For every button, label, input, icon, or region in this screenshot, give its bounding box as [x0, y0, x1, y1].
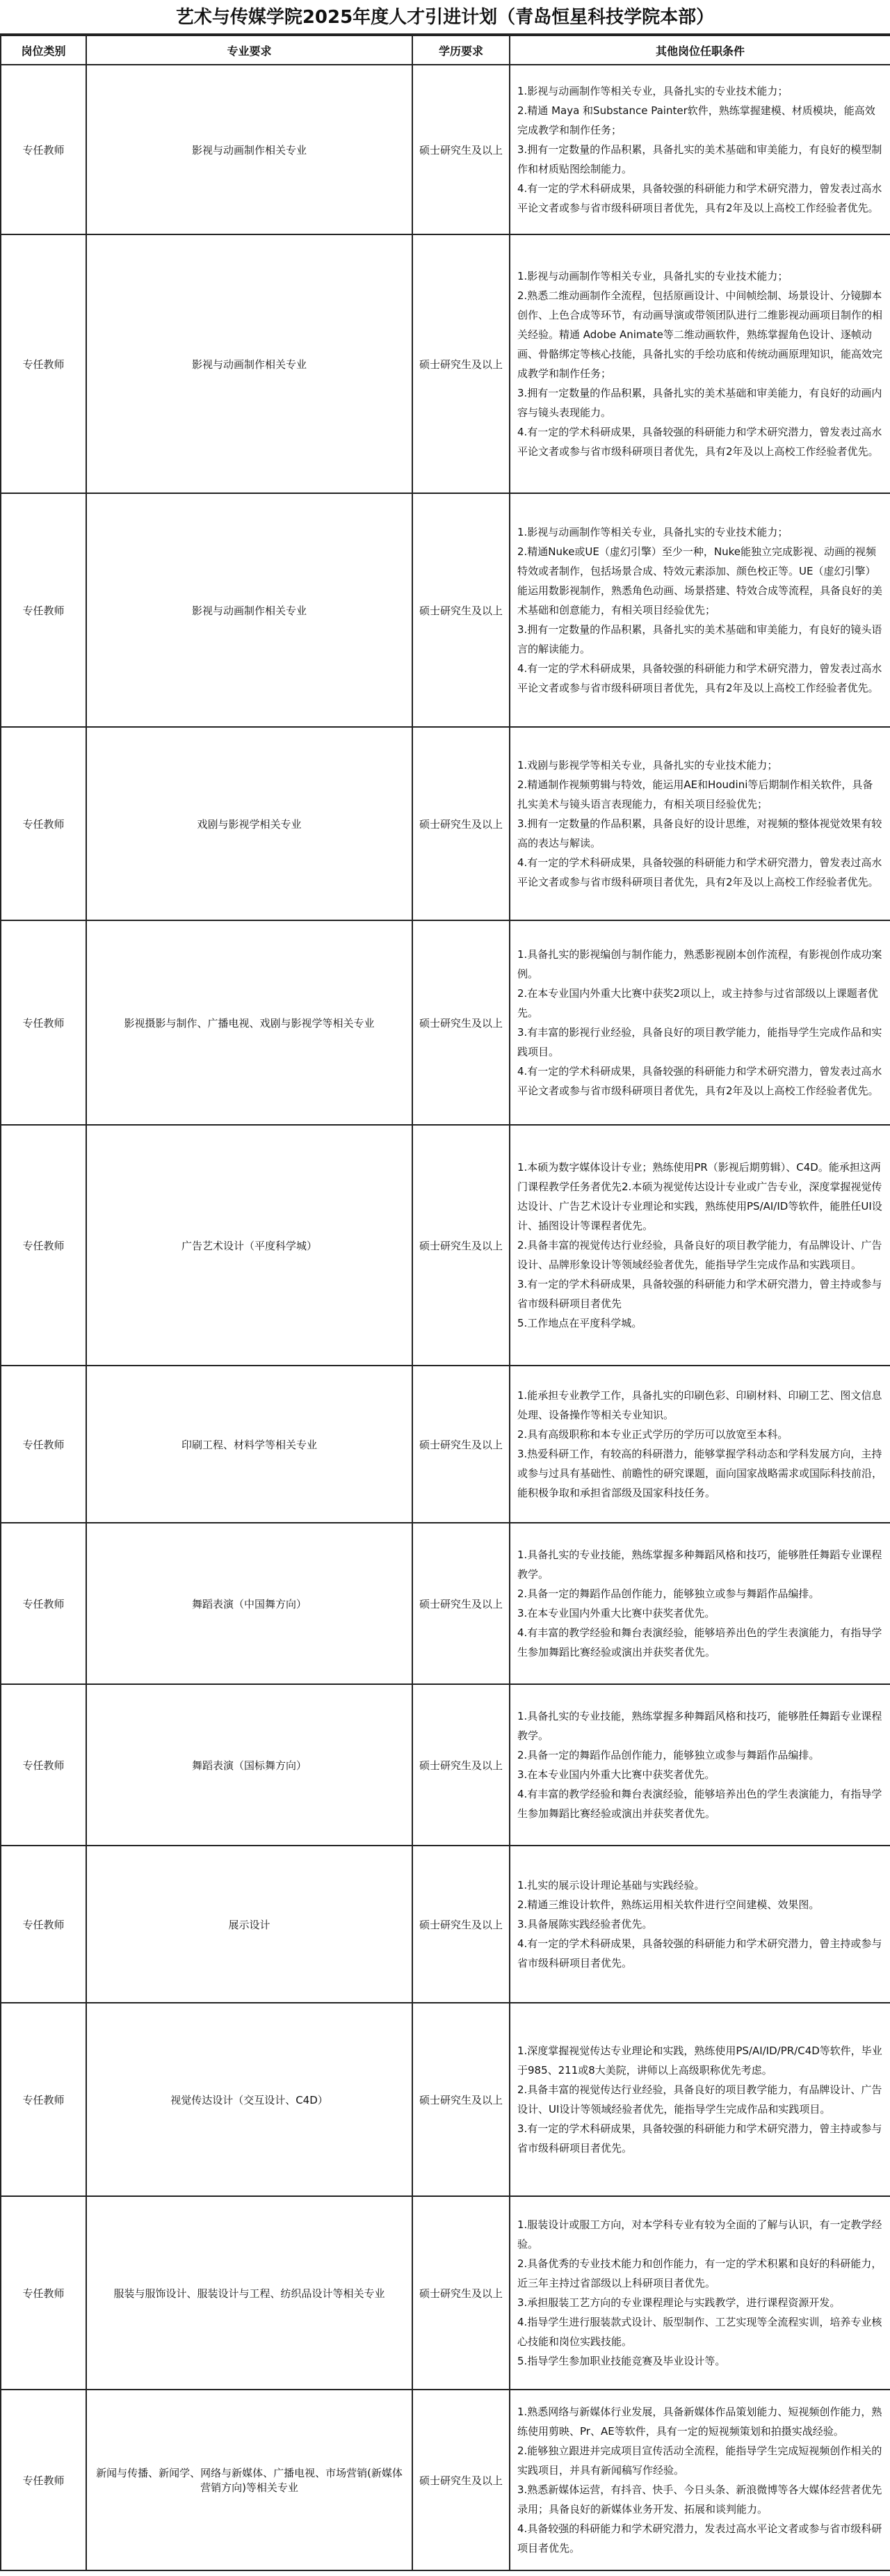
cell-category: 专任教师: [1, 1846, 86, 2003]
cell-major: 影视与动画制作相关专业: [86, 493, 412, 727]
header-conditions: 其他岗位任职条件: [510, 35, 890, 65]
cell-conditions: [510, 1523, 890, 1684]
cell-category: 专任教师: [1, 65, 86, 234]
condition-item: 2.具备丰富的视觉传达行业经验，具备良好的项目教学能力，有品牌设计、广告设计、品牌形象设计等领域经验者优先，能指导学生完成作品和实践项目。: [517, 1239, 882, 1271]
cell-category: 专任教师: [1, 234, 86, 493]
cell-major: 展示设计: [86, 1846, 412, 2003]
cell-education: 硕士研究生及以上: [412, 1684, 510, 1846]
cell-major: 影视与动画制作相关专业: [86, 65, 412, 234]
table-row: [1, 2390, 890, 2570]
cell-major: 广告艺术设计（平度科学城）: [86, 1125, 412, 1366]
cell-major: 影视摄影与制作、广播电视、戏剧与影视学等相关专业: [86, 920, 412, 1125]
page-title: 艺术与传媒学院2025年度人才引进计划（青岛恒星科技学院本部）: [0, 0, 890, 35]
condition-item: 2.具备一定的舞蹈作品创作能力，能够独立或参与舞蹈作品编排。: [517, 1749, 820, 1761]
condition-item: 4.有一定的学术科研成果，具备较强的科研能力和学术研究潜力，曾发表过高水平论文者或参与省市级科研项目者优先，具有2年及以上高校工作经验者优先。: [517, 1065, 882, 1097]
condition-item: 2.具备丰富的视觉传达行业经验，具备良好的项目教学能力，有品牌设计、广告设计、UI设计等领域经验者优先，能指导学生完成作品和实践项目。: [517, 2083, 882, 2115]
cell-category: 专任教师: [1, 920, 86, 1125]
condition-item: 2.熟悉二维动画制作全流程，包括原画设计、中间帧绘制、场景设计、分镜脚本创作、上色合成等环节，有动画导演或带领团队进行二维影视动画项目制作的相关经验。精通 Adobe Animate等二维动画软件，熟练掌握角色设计、逐帧动画、骨骼绑定等核心技能，具备扎实的手绘功底和传统动画原理知识，能高效完成教学和制作任务；: [517, 289, 883, 380]
table-row: [1, 1366, 890, 1523]
condition-item: 2.能够独立跟进并完成项目宣传活动全流程，能指导学生完成短视频创作相关的实践项目，并具有新闻稿写作经验。: [517, 2445, 882, 2477]
cell-conditions: [510, 1846, 890, 2003]
condition-item: 4.具备较强的科研能力和学术研究潜力，发表过高水平论文者或参与省市级科研项目者优先。: [517, 2522, 882, 2554]
cell-category: 专任教师: [1, 1684, 86, 1846]
condition-item: 2.具备一定的舞蹈作品创作能力，能够独立或参与舞蹈作品编排。: [517, 1587, 820, 1600]
condition-item: 1.服装设计或服工方向，对本学科专业有较为全面的了解与认识，有一定教学经验。: [517, 2218, 882, 2250]
condition-item: 3.具备展陈实践经验者优先。: [517, 1918, 653, 1930]
table-row: [1, 2003, 890, 2196]
cell-conditions: [510, 1125, 890, 1366]
cell-category: 专任教师: [1, 2003, 86, 2196]
condition-item: 2.精通三维设计软件，熟练运用相关软件进行空间建模、效果图。: [517, 1898, 820, 1911]
condition-item: 5.工作地点在平度科学城。: [517, 1317, 642, 1329]
condition-item: 4.有一定的学术科研成果，具备较强的科研能力和学术研究潜力，曾主持或参与省市级科研项目者优先。: [517, 1937, 882, 1969]
condition-item: 1.具备扎实的专业技能，熟练掌握多种舞蹈风格和技巧，能够胜任舞蹈专业课程教学。: [517, 1710, 882, 1742]
cell-category: 专任教师: [1, 2196, 86, 2390]
condition-item: 1.戏剧与影视学等相关专业，具备扎实的专业技术能力；: [517, 759, 778, 771]
condition-item: 3.有一定的学术科研成果，具备较强的科研能力和学术研究潜力，曾主持或参与省市级科研项目者优先: [517, 1278, 882, 1310]
condition-item: 4.有一定的学术科研成果，具备较强的科研能力和学术研究潜力，曾发表过高水平论文者或参与省市级科研项目者优先，具有2年及以上高校工作经验者优先。: [517, 662, 882, 694]
table-row: [1, 727, 890, 920]
condition-item: 4.有一定的学术科研成果，具备较强的科研能力和学术研究潜力，曾发表过高水平论文者或参与省市级科研项目者优先，具有2年及以上高校工作经验者优先。: [517, 182, 882, 214]
cell-education: 硕士研究生及以上: [412, 1523, 510, 1684]
cell-education: 硕士研究生及以上: [412, 1846, 510, 2003]
recruitment-table: [0, 35, 890, 2571]
cell-conditions: [510, 2196, 890, 2390]
condition-item: 2.精通Nuke或UE（虚幻引擎）至少一种，Nuke能独立完成影视、动画的视频特效或者制作，包括场景合成、特效元素添加、颜色校正等。UE（虚幻引擎）能运用数影视制作，熟悉角色动画、场景搭建、特效合成等流程，具备良好的美术基础和创意能力，有相关项目经验优先；: [517, 545, 883, 616]
cell-education: 硕士研究生及以上: [412, 1366, 510, 1523]
cell-conditions: [510, 2390, 890, 2570]
condition-item: 1.熟悉网络与新媒体行业发展，具备新媒体作品策划能力、短视频创作能力，熟练使用剪映、Pr、AE等软件，具有一定的短视频策划和拍摄实战经验。: [517, 2406, 882, 2438]
header-major: 专业要求: [86, 35, 412, 65]
condition-item: 2.在本专业国内外重大比赛中获奖2项以上，或主持参与过省部级以上课题者优先。: [517, 987, 878, 1019]
cell-major: 影视与动画制作相关专业: [86, 234, 412, 493]
condition-item: 3.拥有一定数量的作品积累，具备扎实的美术基础和审美能力，有良好的模型制作和材质贴图绘制能力。: [517, 143, 882, 175]
condition-item: 3.承担服装工艺方向的专业课程理论与实践教学，进行课程资源开发。: [517, 2296, 841, 2309]
cell-conditions: [510, 920, 890, 1125]
table-row: [1, 920, 890, 1125]
table-row: [1, 1125, 890, 1366]
condition-item: 4.有丰富的教学经验和舞台表演经验，能够培养出色的学生表演能力，有指导学生参加舞蹈比赛经验或演出并获奖者优先。: [517, 1788, 882, 1820]
condition-item: 4.有一定的学术科研成果，具备较强的科研能力和学术研究潜力，曾发表过高水平论文者或参与省市级科研项目者优先，具有2年及以上高校工作经验者优先。: [517, 856, 882, 888]
condition-item: 3.熟悉新媒体运营，有抖音、快手、今日头条、新浪微博等各大媒体经营者优先录用；具备良好的新媒体业务开发、拓展和谈判能力。: [517, 2483, 882, 2515]
cell-conditions: [510, 65, 890, 234]
condition-item: 1.能承担专业教学工作，具备扎实的印刷色彩、印刷材料、印刷工艺、图文信息处理、设备操作等相关专业知识。: [517, 1389, 882, 1421]
cell-education: 硕士研究生及以上: [412, 1125, 510, 1366]
cell-conditions: [510, 1684, 890, 1846]
cell-major: 新闻与传播、新闻学、网络与新媒体、广播电视、市场营销(新媒体营销方向)等相关专业: [86, 2390, 412, 2570]
condition-item: 1.扎实的展示设计理论基础与实践经验。: [517, 1879, 705, 1891]
condition-item: 3.拥有一定数量的作品积累，具备扎实的美术基础和审美能力，有良好的镜头语言的解读能力。: [517, 623, 882, 655]
table-row: [1, 2196, 890, 2390]
condition-item: 3.拥有一定数量的作品积累，具备扎实的美术基础和审美能力，有良好的动画内容与镜头表现能力。: [517, 387, 882, 419]
condition-item: 3.热爱科研工作，有较高的科研潜力，能够掌握学科动态和学科发展方向，主持或参与过具有基础性、前瞻性的研究课题，面向国家战略需求或国际科技前沿，能积极争取和承担省部级及国家科技任务。: [517, 1448, 883, 1499]
condition-item: 3.拥有一定数量的作品积累，具备良好的设计思维，对视频的整体视觉效果有较高的表达与解读。: [517, 817, 882, 849]
condition-item: 5.指导学生参加职业技能竞赛及毕业设计等。: [517, 2355, 726, 2367]
cell-conditions: [510, 2003, 890, 2196]
cell-category: 专任教师: [1, 1366, 86, 1523]
cell-major: 舞蹈表演（中国舞方向）: [86, 1523, 412, 1684]
cell-education: 硕士研究生及以上: [412, 2390, 510, 2570]
condition-item: 2.具备优秀的专业技术能力和创作能力，有一定的学术积累和良好的科研能力，近三年主持过省部级以上科研项目者优先。: [517, 2257, 882, 2289]
cell-category: 专任教师: [1, 1125, 86, 1366]
cell-major: 舞蹈表演（国标舞方向）: [86, 1684, 412, 1846]
condition-item: 1.影视与动画制作等相关专业，具备扎实的专业技术能力；: [517, 85, 788, 97]
condition-item: 1.本硕为数字媒体设计专业；熟练使用PR（影视后期剪辑）、C4D。能承担这两门课程教学任务者优先2.本硕为视觉传达设计专业或广告专业，深度掌握视觉传达设计、广告艺术设计专业理论和实践，熟练使用PS/AI/ID等软件，能胜任UI设计、插图设计等课程者优先。: [517, 1161, 882, 1232]
condition-item: 2.具有高级职称和本专业正式学历的学历可以放宽至本科。: [517, 1428, 788, 1441]
cell-conditions: [510, 1366, 890, 1523]
cell-education: 硕士研究生及以上: [412, 727, 510, 920]
cell-education: 硕士研究生及以上: [412, 920, 510, 1125]
condition-item: 1.影视与动画制作等相关专业，具备扎实的专业技术能力；: [517, 270, 788, 282]
condition-item: 1.影视与动画制作等相关专业，具备扎实的专业技术能力；: [517, 526, 788, 538]
condition-item: 4.有丰富的教学经验和舞台表演经验，能够培养出色的学生表演能力，有指导学生参加舞蹈比赛经验或演出并获奖者优先。: [517, 1626, 882, 1658]
condition-item: 3.在本专业国内外重大比赛中获奖者优先。: [517, 1607, 715, 1619]
cell-education: 硕士研究生及以上: [412, 2003, 510, 2196]
cell-category: 专任教师: [1, 493, 86, 727]
header-education: 学历要求: [412, 35, 510, 65]
cell-major: 视觉传达设计（交互设计、C4D）: [86, 2003, 412, 2196]
cell-major: 服装与服饰设计、服装设计与工程、纺织品设计等相关专业: [86, 2196, 412, 2390]
cell-education: 硕士研究生及以上: [412, 234, 510, 493]
table-row: [1, 1523, 890, 1684]
cell-education: 硕士研究生及以上: [412, 493, 510, 727]
table-row: [1, 493, 890, 727]
table-row: [1, 65, 890, 234]
condition-item: 1.具备扎实的影视编创与制作能力，熟悉影视剧本创作流程，有影视创作成功案例。: [517, 948, 882, 980]
table-header-row: [1, 35, 890, 65]
condition-item: 2.精通制作视频剪辑与特效，能运用AE和Houdini等后期制作相关软件，具备扎实美术与镜头语言表现能力，有相关项目经验优先；: [517, 778, 873, 810]
condition-item: 1.深度掌握视觉传达专业理论和实践，熟练使用PS/AI/ID/PR/C4D等软件，毕业于985、211或8大美院，讲师以上高级职称优先考虑。: [517, 2045, 882, 2077]
table-row: [1, 1684, 890, 1846]
condition-item: 1.具备扎实的专业技能，熟练掌握多种舞蹈风格和技巧，能够胜任舞蹈专业课程教学。: [517, 1549, 882, 1581]
condition-item: 3.有一定的学术科研成果，具备较强的科研能力和学术研究潜力，曾主持或参与省市级科研项目者优先。: [517, 2122, 882, 2154]
header-category: 岗位类别: [1, 35, 86, 65]
cell-major: 戏剧与影视学相关专业: [86, 727, 412, 920]
table-row: [1, 234, 890, 493]
condition-item: 4.有一定的学术科研成果，具备较强的科研能力和学术研究潜力，曾发表过高水平论文者或参与省市级科研项目者优先，具有2年及以上高校工作经验者优先。: [517, 426, 882, 458]
condition-item: 3.有丰富的影视行业经验，具备良好的项目教学能力，能指导学生完成作品和实践项目。: [517, 1026, 882, 1058]
cell-major: 印刷工程、材料学等相关专业: [86, 1366, 412, 1523]
cell-category: 专任教师: [1, 1523, 86, 1684]
condition-item: 2.精通 Maya 和Substance Painter软件，熟练掌握建模、材质模块，能高效完成教学和制作任务；: [517, 104, 875, 136]
table-row: [1, 1846, 890, 2003]
cell-conditions: [510, 493, 890, 727]
cell-conditions: [510, 727, 890, 920]
cell-category: 专任教师: [1, 2390, 86, 2570]
cell-education: 硕士研究生及以上: [412, 2196, 510, 2390]
cell-education: 硕士研究生及以上: [412, 65, 510, 234]
condition-item: 3.在本专业国内外重大比赛中获奖者优先。: [517, 1768, 715, 1781]
condition-item: 4.指导学生进行服装款式设计、版型制作、工艺实现等全流程实训，培养专业核心技能和岗位实践技能。: [517, 2316, 882, 2348]
cell-conditions: [510, 234, 890, 493]
cell-category: 专任教师: [1, 727, 86, 920]
